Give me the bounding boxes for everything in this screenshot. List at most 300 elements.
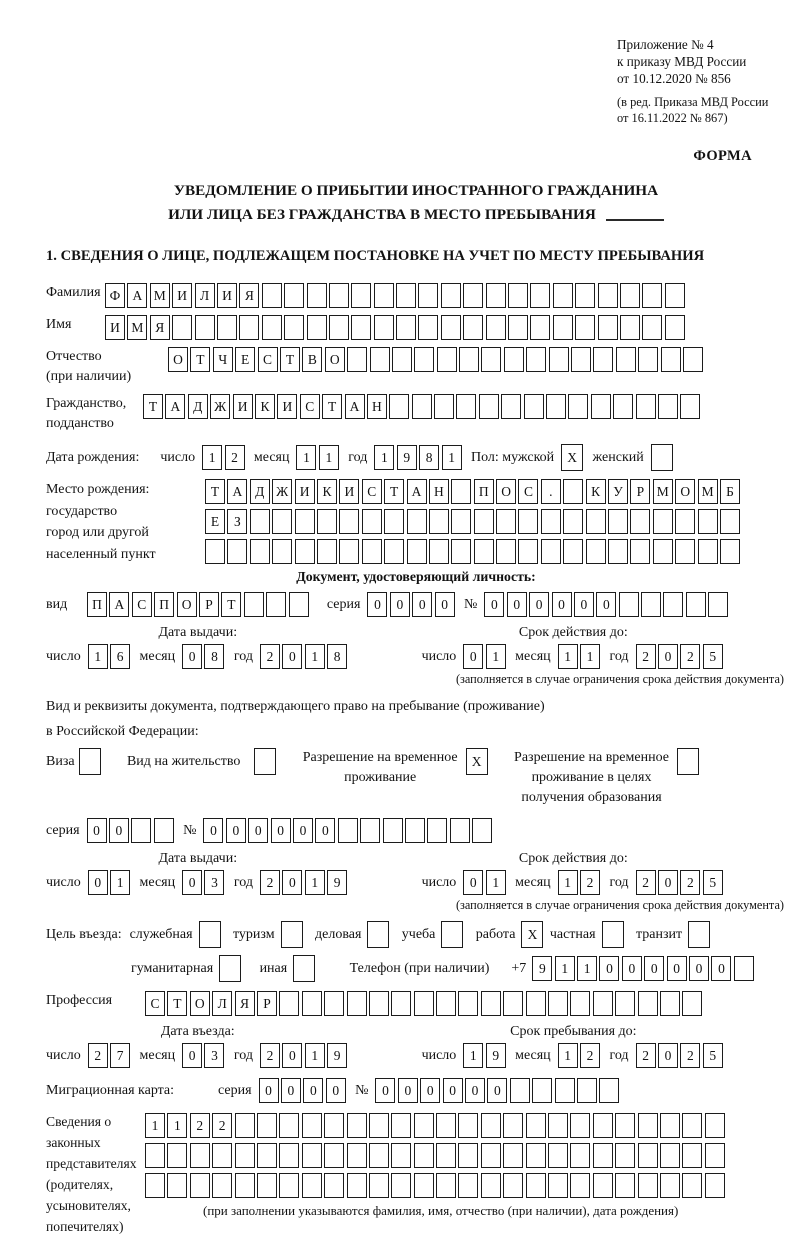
char-cell[interactable]: И	[277, 394, 297, 419]
char-cell[interactable]	[518, 539, 538, 564]
char-cell[interactable]	[663, 592, 683, 617]
char-cell[interactable]: 0	[259, 1078, 279, 1103]
char-cell[interactable]	[235, 1113, 255, 1138]
char-cell[interactable]	[418, 283, 438, 308]
char-cell[interactable]: 1	[88, 644, 108, 669]
char-cell[interactable]: 2	[636, 1043, 656, 1068]
char-cell[interactable]	[347, 1173, 367, 1198]
char-cell[interactable]: 5	[703, 1043, 723, 1068]
char-cell[interactable]	[620, 283, 640, 308]
char-cell[interactable]	[613, 394, 633, 419]
char-cell[interactable]	[734, 956, 754, 981]
char-cell[interactable]: 0	[529, 592, 549, 617]
birth-month-boxes[interactable]	[296, 445, 341, 470]
char-cell[interactable]	[338, 818, 358, 843]
char-cell[interactable]	[407, 509, 427, 534]
char-cell[interactable]	[463, 315, 483, 340]
char-cell[interactable]: О	[168, 347, 188, 372]
char-cell[interactable]	[396, 315, 416, 340]
char-cell[interactable]	[374, 315, 394, 340]
char-cell[interactable]	[586, 539, 606, 564]
char-cell[interactable]: 8	[327, 644, 347, 669]
char-cell[interactable]: 2	[190, 1113, 210, 1138]
char-cell[interactable]: 0	[326, 1078, 346, 1103]
char-cell[interactable]: 2	[580, 1043, 600, 1068]
char-cell[interactable]: 0	[303, 1078, 323, 1103]
birthplace-boxes-row2[interactable]	[205, 509, 742, 534]
char-cell[interactable]	[284, 315, 304, 340]
identity-issue-month-boxes[interactable]	[182, 644, 227, 669]
char-cell[interactable]	[575, 283, 595, 308]
char-cell[interactable]	[486, 283, 506, 308]
char-cell[interactable]: С	[518, 479, 538, 504]
char-cell[interactable]	[414, 1143, 434, 1168]
char-cell[interactable]	[619, 592, 639, 617]
char-cell[interactable]	[496, 539, 516, 564]
char-cell[interactable]	[351, 283, 371, 308]
char-cell[interactable]: М	[653, 479, 673, 504]
char-cell[interactable]	[630, 509, 650, 534]
char-cell[interactable]: 2	[680, 1043, 700, 1068]
char-cell[interactable]	[289, 592, 309, 617]
char-cell[interactable]	[651, 444, 673, 471]
char-cell[interactable]	[630, 539, 650, 564]
char-cell[interactable]: С	[132, 592, 152, 617]
right-doc-valid-month-boxes[interactable]	[558, 870, 603, 895]
char-cell[interactable]: 0	[574, 592, 594, 617]
char-cell[interactable]	[458, 991, 478, 1016]
char-cell[interactable]: А	[165, 394, 185, 419]
char-cell[interactable]	[503, 1173, 523, 1198]
char-cell[interactable]: Т	[205, 479, 225, 504]
char-cell[interactable]: 2	[636, 870, 656, 895]
identity-valid-day-boxes[interactable]	[463, 644, 508, 669]
char-cell[interactable]: Т	[167, 991, 187, 1016]
char-cell[interactable]: 0	[390, 592, 410, 617]
char-cell[interactable]: Я	[235, 991, 255, 1016]
entry-month-boxes[interactable]	[182, 1043, 227, 1068]
char-cell[interactable]	[503, 1113, 523, 1138]
char-cell[interactable]: Д	[250, 479, 270, 504]
char-cell[interactable]	[720, 539, 740, 564]
char-cell[interactable]	[391, 991, 411, 1016]
char-cell[interactable]: X	[466, 748, 488, 775]
char-cell[interactable]	[546, 394, 566, 419]
char-cell[interactable]	[615, 1143, 635, 1168]
char-cell[interactable]	[374, 283, 394, 308]
char-cell[interactable]	[396, 283, 416, 308]
char-cell[interactable]	[665, 315, 685, 340]
char-cell[interactable]	[570, 1173, 590, 1198]
char-cell[interactable]	[257, 1173, 277, 1198]
char-cell[interactable]: 0	[398, 1078, 418, 1103]
char-cell[interactable]	[317, 509, 337, 534]
char-cell[interactable]	[570, 1143, 590, 1168]
char-cell[interactable]	[479, 394, 499, 419]
char-cell[interactable]	[518, 509, 538, 534]
right-doc-issue-year-boxes[interactable]	[260, 870, 350, 895]
char-cell[interactable]	[262, 283, 282, 308]
char-cell[interactable]: 0	[271, 818, 291, 843]
checkbox-purpose-transit[interactable]	[688, 921, 712, 948]
char-cell[interactable]	[441, 315, 461, 340]
char-cell[interactable]	[501, 394, 521, 419]
char-cell[interactable]	[384, 539, 404, 564]
char-cell[interactable]	[362, 509, 382, 534]
char-cell[interactable]: 0	[282, 644, 302, 669]
char-cell[interactable]: А	[407, 479, 427, 504]
char-cell[interactable]: Н	[367, 394, 387, 419]
char-cell[interactable]	[458, 1113, 478, 1138]
char-cell[interactable]	[392, 347, 412, 372]
char-cell[interactable]	[293, 955, 315, 982]
char-cell[interactable]: О	[675, 479, 695, 504]
phone-boxes[interactable]	[532, 956, 756, 981]
char-cell[interactable]: 1	[555, 956, 575, 981]
char-cell[interactable]	[427, 818, 447, 843]
char-cell[interactable]	[383, 818, 403, 843]
char-cell[interactable]: 1	[202, 445, 222, 470]
firstname-boxes[interactable]	[105, 315, 687, 340]
char-cell[interactable]	[680, 394, 700, 419]
char-cell[interactable]: 0	[658, 870, 678, 895]
char-cell[interactable]	[548, 1173, 568, 1198]
char-cell[interactable]	[257, 1113, 277, 1138]
char-cell[interactable]	[481, 1113, 501, 1138]
char-cell[interactable]	[302, 1173, 322, 1198]
char-cell[interactable]	[510, 1078, 530, 1103]
char-cell[interactable]	[548, 1113, 568, 1138]
char-cell[interactable]: О	[325, 347, 345, 372]
char-cell[interactable]: 0	[282, 1043, 302, 1068]
char-cell[interactable]: 0	[226, 818, 246, 843]
char-cell[interactable]	[351, 315, 371, 340]
char-cell[interactable]	[369, 1173, 389, 1198]
char-cell[interactable]	[641, 592, 661, 617]
char-cell[interactable]	[570, 1113, 590, 1138]
char-cell[interactable]	[660, 1143, 680, 1168]
char-cell[interactable]	[653, 509, 673, 534]
char-cell[interactable]	[563, 509, 583, 534]
char-cell[interactable]	[324, 1173, 344, 1198]
char-cell[interactable]	[441, 283, 461, 308]
char-cell[interactable]	[463, 283, 483, 308]
char-cell[interactable]: 0	[484, 592, 504, 617]
char-cell[interactable]	[708, 592, 728, 617]
char-cell[interactable]: З	[227, 509, 247, 534]
char-cell[interactable]	[279, 991, 299, 1016]
char-cell[interactable]: 0	[487, 1078, 507, 1103]
char-cell[interactable]	[636, 394, 656, 419]
char-cell[interactable]	[360, 818, 380, 843]
char-cell[interactable]	[172, 315, 192, 340]
char-cell[interactable]	[235, 1143, 255, 1168]
char-cell[interactable]: 9	[532, 956, 552, 981]
char-cell[interactable]	[682, 1143, 702, 1168]
char-cell[interactable]	[272, 509, 292, 534]
char-cell[interactable]	[414, 991, 434, 1016]
char-cell[interactable]	[257, 1143, 277, 1168]
char-cell[interactable]	[227, 539, 247, 564]
char-cell[interactable]: 0	[293, 818, 313, 843]
char-cell[interactable]: С	[145, 991, 165, 1016]
stay-month-boxes[interactable]	[558, 1043, 603, 1068]
char-cell[interactable]	[481, 347, 501, 372]
char-cell[interactable]: М	[698, 479, 718, 504]
char-cell[interactable]: 6	[110, 644, 130, 669]
char-cell[interactable]	[615, 991, 635, 1016]
checkbox-purpose-humanitarian[interactable]	[219, 955, 243, 982]
char-cell[interactable]: 0	[667, 956, 687, 981]
char-cell[interactable]	[705, 1113, 725, 1138]
checkbox-purpose-business[interactable]	[367, 921, 391, 948]
char-cell[interactable]: П	[474, 479, 494, 504]
char-cell[interactable]	[436, 991, 456, 1016]
char-cell[interactable]: М	[127, 315, 147, 340]
char-cell[interactable]	[642, 283, 662, 308]
char-cell[interactable]: Т	[190, 347, 210, 372]
char-cell[interactable]	[370, 347, 390, 372]
char-cell[interactable]	[508, 315, 528, 340]
right-doc-valid-day-boxes[interactable]	[463, 870, 508, 895]
char-cell[interactable]	[244, 592, 264, 617]
char-cell[interactable]: 0	[375, 1078, 395, 1103]
char-cell[interactable]: 0	[435, 592, 455, 617]
char-cell[interactable]: 0	[87, 818, 107, 843]
char-cell[interactable]	[541, 509, 561, 534]
char-cell[interactable]: 1	[558, 870, 578, 895]
char-cell[interactable]	[199, 921, 221, 948]
char-cell[interactable]	[329, 283, 349, 308]
char-cell[interactable]	[451, 479, 471, 504]
char-cell[interactable]: 0	[109, 818, 129, 843]
char-cell[interactable]	[658, 394, 678, 419]
char-cell[interactable]: 1	[558, 1043, 578, 1068]
char-cell[interactable]: 0	[658, 644, 678, 669]
char-cell[interactable]	[250, 509, 270, 534]
char-cell[interactable]: Н	[429, 479, 449, 504]
char-cell[interactable]	[682, 1173, 702, 1198]
birthplace-boxes-row1[interactable]	[205, 479, 742, 504]
char-cell[interactable]: 0	[182, 644, 202, 669]
checkbox-sex-male[interactable]	[561, 444, 585, 471]
char-cell[interactable]	[295, 509, 315, 534]
char-cell[interactable]	[571, 347, 591, 372]
identity-issue-day-boxes[interactable]	[88, 644, 133, 669]
char-cell[interactable]: А	[345, 394, 365, 419]
char-cell[interactable]	[586, 509, 606, 534]
char-cell[interactable]: 0	[463, 870, 483, 895]
char-cell[interactable]: И	[105, 315, 125, 340]
char-cell[interactable]: 7	[110, 1043, 130, 1068]
char-cell[interactable]: Ч	[213, 347, 233, 372]
char-cell[interactable]	[347, 1143, 367, 1168]
char-cell[interactable]	[307, 315, 327, 340]
char-cell[interactable]	[190, 1143, 210, 1168]
char-cell[interactable]: О	[190, 991, 210, 1016]
char-cell[interactable]: .	[541, 479, 561, 504]
char-cell[interactable]	[568, 394, 588, 419]
char-cell[interactable]	[599, 1078, 619, 1103]
char-cell[interactable]	[688, 921, 710, 948]
char-cell[interactable]	[526, 1143, 546, 1168]
char-cell[interactable]: X	[521, 921, 543, 948]
char-cell[interactable]	[486, 315, 506, 340]
char-cell[interactable]	[362, 539, 382, 564]
char-cell[interactable]	[369, 1143, 389, 1168]
char-cell[interactable]	[615, 1173, 635, 1198]
char-cell[interactable]: 1	[319, 445, 339, 470]
representatives-boxes-row3[interactable]	[145, 1173, 727, 1198]
char-cell[interactable]	[638, 347, 658, 372]
char-cell[interactable]: Р	[199, 592, 219, 617]
char-cell[interactable]: О	[496, 479, 516, 504]
char-cell[interactable]	[456, 394, 476, 419]
char-cell[interactable]: 0	[463, 644, 483, 669]
char-cell[interactable]: М	[150, 283, 170, 308]
char-cell[interactable]: 1	[305, 1043, 325, 1068]
char-cell[interactable]	[295, 539, 315, 564]
char-cell[interactable]	[504, 347, 524, 372]
char-cell[interactable]: Ж	[210, 394, 230, 419]
char-cell[interactable]	[660, 1113, 680, 1138]
char-cell[interactable]	[284, 283, 304, 308]
char-cell[interactable]: 9	[327, 1043, 347, 1068]
right-doc-valid-year-boxes[interactable]	[636, 870, 726, 895]
char-cell[interactable]	[145, 1143, 165, 1168]
char-cell[interactable]: 0	[182, 870, 202, 895]
char-cell[interactable]	[324, 991, 344, 1016]
char-cell[interactable]	[262, 315, 282, 340]
char-cell[interactable]	[389, 394, 409, 419]
char-cell[interactable]	[369, 1113, 389, 1138]
char-cell[interactable]	[608, 539, 628, 564]
char-cell[interactable]	[414, 1113, 434, 1138]
char-cell[interactable]: А	[109, 592, 129, 617]
char-cell[interactable]: И	[172, 283, 192, 308]
char-cell[interactable]: Б	[720, 479, 740, 504]
char-cell[interactable]	[602, 921, 624, 948]
char-cell[interactable]	[451, 539, 471, 564]
char-cell[interactable]	[414, 347, 434, 372]
char-cell[interactable]: 0	[367, 592, 387, 617]
char-cell[interactable]	[548, 1143, 568, 1168]
char-cell[interactable]: В	[302, 347, 322, 372]
char-cell[interactable]: С	[258, 347, 278, 372]
char-cell[interactable]	[638, 1113, 658, 1138]
char-cell[interactable]	[526, 991, 546, 1016]
char-cell[interactable]	[217, 315, 237, 340]
char-cell[interactable]: Р	[257, 991, 277, 1016]
char-cell[interactable]: И	[339, 479, 359, 504]
char-cell[interactable]	[436, 1113, 456, 1138]
char-cell[interactable]	[367, 921, 389, 948]
char-cell[interactable]	[391, 1113, 411, 1138]
char-cell[interactable]: Е	[235, 347, 255, 372]
char-cell[interactable]	[675, 509, 695, 534]
char-cell[interactable]	[437, 347, 457, 372]
char-cell[interactable]	[638, 1143, 658, 1168]
char-cell[interactable]	[593, 1173, 613, 1198]
char-cell[interactable]	[698, 539, 718, 564]
char-cell[interactable]: Т	[143, 394, 163, 419]
checkbox-purpose-official[interactable]	[199, 921, 223, 948]
char-cell[interactable]: 1	[305, 644, 325, 669]
char-cell[interactable]	[235, 1173, 255, 1198]
char-cell[interactable]: 0	[711, 956, 731, 981]
char-cell[interactable]	[660, 1173, 680, 1198]
char-cell[interactable]	[698, 509, 718, 534]
stay-year-boxes[interactable]	[636, 1043, 726, 1068]
char-cell[interactable]: П	[87, 592, 107, 617]
char-cell[interactable]	[563, 479, 583, 504]
right-doc-issue-month-boxes[interactable]	[182, 870, 227, 895]
char-cell[interactable]: Ф	[105, 283, 125, 308]
char-cell[interactable]	[553, 315, 573, 340]
char-cell[interactable]	[281, 921, 303, 948]
char-cell[interactable]: 0	[248, 818, 268, 843]
char-cell[interactable]	[384, 509, 404, 534]
char-cell[interactable]	[575, 315, 595, 340]
char-cell[interactable]: Т	[322, 394, 342, 419]
char-cell[interactable]	[212, 1173, 232, 1198]
char-cell[interactable]: 0	[282, 870, 302, 895]
char-cell[interactable]	[302, 1113, 322, 1138]
char-cell[interactable]: О	[177, 592, 197, 617]
char-cell[interactable]: 0	[689, 956, 709, 981]
char-cell[interactable]: 1	[486, 644, 506, 669]
checkbox-purpose-work[interactable]	[521, 921, 545, 948]
char-cell[interactable]	[131, 818, 151, 843]
char-cell[interactable]: 1	[374, 445, 394, 470]
char-cell[interactable]	[434, 394, 454, 419]
char-cell[interactable]: X	[561, 444, 583, 471]
char-cell[interactable]: Д	[188, 394, 208, 419]
char-cell[interactable]: 0	[507, 592, 527, 617]
char-cell[interactable]	[458, 1143, 478, 1168]
char-cell[interactable]: Л	[195, 283, 215, 308]
char-cell[interactable]: У	[608, 479, 628, 504]
char-cell[interactable]: К	[586, 479, 606, 504]
birth-day-boxes[interactable]	[202, 445, 247, 470]
char-cell[interactable]	[570, 991, 590, 1016]
char-cell[interactable]	[660, 991, 680, 1016]
char-cell[interactable]	[324, 1113, 344, 1138]
char-cell[interactable]	[205, 539, 225, 564]
char-cell[interactable]: 2	[260, 644, 280, 669]
char-cell[interactable]: 0	[420, 1078, 440, 1103]
char-cell[interactable]	[429, 539, 449, 564]
identity-valid-month-boxes[interactable]	[558, 644, 603, 669]
char-cell[interactable]: 1	[463, 1043, 483, 1068]
checkbox-purpose-other[interactable]	[293, 955, 317, 982]
checkbox-visa[interactable]	[79, 748, 103, 775]
char-cell[interactable]: 2	[680, 870, 700, 895]
char-cell[interactable]	[530, 283, 550, 308]
char-cell[interactable]: 3	[204, 870, 224, 895]
char-cell[interactable]	[496, 509, 516, 534]
char-cell[interactable]: 1	[305, 870, 325, 895]
checkbox-sex-female[interactable]	[651, 444, 675, 471]
char-cell[interactable]	[665, 283, 685, 308]
char-cell[interactable]	[219, 955, 241, 982]
char-cell[interactable]	[154, 818, 174, 843]
char-cell[interactable]	[254, 748, 276, 775]
char-cell[interactable]: 2	[680, 644, 700, 669]
char-cell[interactable]: 0	[281, 1078, 301, 1103]
char-cell[interactable]	[593, 991, 613, 1016]
char-cell[interactable]	[508, 283, 528, 308]
